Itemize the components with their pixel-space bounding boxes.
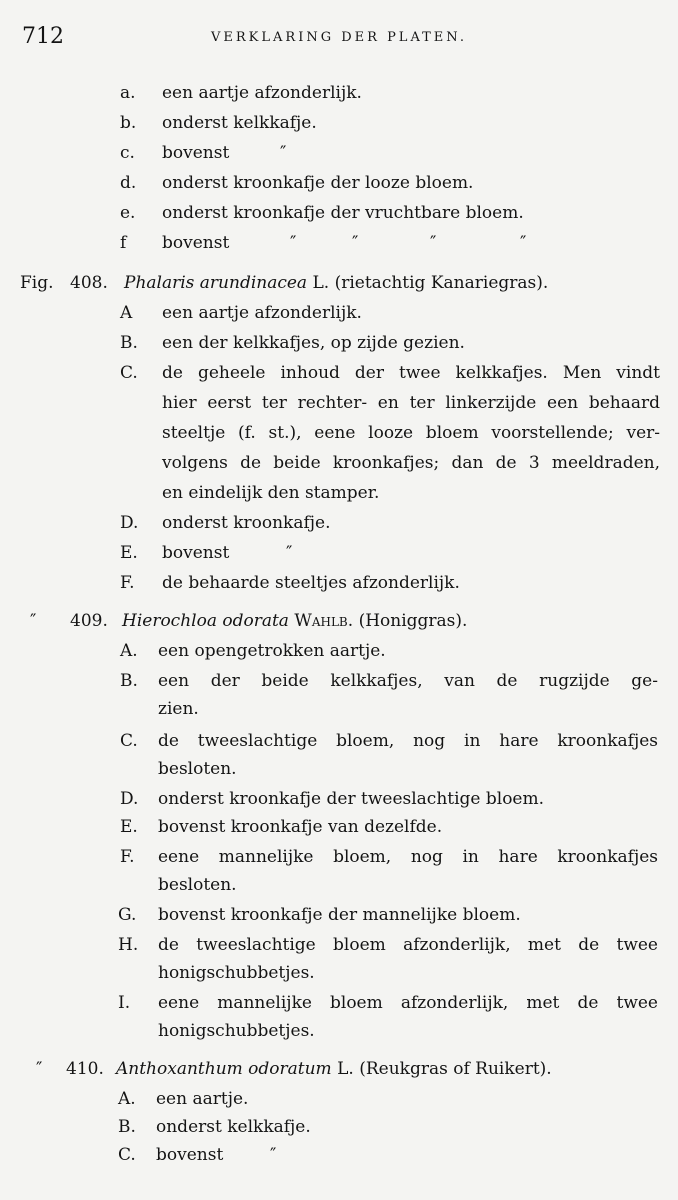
item-text: bovenst: [162, 233, 230, 253]
species-name: Hierochloa odorata: [122, 611, 289, 631]
ditto-mark: ″: [286, 543, 293, 563]
item-text-line: en eindelijk den stamper.: [162, 483, 380, 503]
item-text: een aartje.: [156, 1089, 249, 1109]
item-label: C.: [120, 731, 138, 751]
item-text: bovenst: [162, 143, 230, 163]
species-name: Phalaris arundinacea: [124, 273, 308, 293]
ditto-mark: ″: [430, 233, 437, 253]
item-label: C.: [120, 363, 138, 383]
common-name: (rietachtig Kanariegras).: [334, 273, 549, 293]
species-author: L.: [337, 1059, 354, 1079]
item-text-line: besloten.: [158, 875, 237, 895]
running-head: VERKLARING DER PLATEN.: [211, 30, 467, 45]
item-label: C.: [118, 1145, 136, 1165]
item-text: bovenst: [162, 543, 230, 563]
item-text-line: eene mannelijke bloem afzonderlijk, met de twee: [158, 993, 658, 1013]
item-label: B.: [118, 1117, 136, 1137]
ditto-mark: ″: [352, 233, 359, 253]
item-label: d.: [120, 173, 137, 193]
item-text: een aartje afzonderlijk.: [162, 303, 362, 323]
item-text-line: besloten.: [158, 759, 237, 779]
fig-number: 408.: [70, 273, 108, 293]
item-text: onderst kroonkafje der looze bloem.: [162, 173, 474, 193]
item-text-line: honigschubbetjes.: [158, 963, 315, 983]
item-text: een der kelkkafjes, op zijde gezien.: [162, 333, 465, 353]
item-label: f: [120, 233, 127, 253]
item-label: E.: [120, 817, 138, 837]
ditto-mark: ″: [270, 1145, 277, 1165]
page-number: 712: [22, 24, 64, 49]
item-label: A: [120, 303, 133, 323]
item-text: onderst kroonkafje.: [162, 513, 331, 533]
item-text: onderst kroonkafje der vruchtbare bloem.: [162, 203, 524, 223]
item-text: onderst kelkkafje.: [156, 1117, 311, 1137]
item-label: F.: [120, 573, 135, 593]
page-header: [0, 24, 678, 54]
item-label: D.: [120, 513, 139, 533]
fig-prefix: Fig.: [20, 273, 54, 293]
item-label: A.: [118, 1089, 136, 1109]
item-text-line: honigschubbetjes.: [158, 1021, 315, 1041]
item-text-line: steeltje (f. st.), eene looze bloem voorstellende; ver-: [162, 423, 660, 443]
ditto-mark: ″: [30, 611, 37, 631]
item-label: F.: [120, 847, 135, 867]
item-text: een aartje afzonderlijk.: [162, 83, 362, 103]
item-label: B.: [120, 671, 138, 691]
ditto-mark: ″: [36, 1059, 43, 1079]
species-author: L.: [312, 273, 330, 293]
fig-number: 410.: [66, 1059, 104, 1079]
ditto-mark: ″: [520, 233, 527, 253]
item-label: E.: [120, 543, 138, 563]
common-name: (Honiggras).: [358, 611, 468, 631]
item-label: D.: [120, 789, 139, 809]
item-label: I.: [118, 993, 131, 1013]
item-text: bovenst: [156, 1145, 224, 1165]
item-text-line: de geheele inhoud der twee kelkkafjes. Men vindt: [162, 363, 660, 383]
item-label: B.: [120, 333, 138, 353]
ditto-mark: ″: [290, 233, 297, 253]
fig-number: 409.: [70, 611, 108, 631]
item-text: onderst kroonkafje der tweeslachtige bloem.: [158, 789, 545, 809]
item-text-line: de tweeslachtige bloem, nog in hare kroonkafjes: [158, 731, 658, 751]
item-label: c.: [120, 143, 135, 163]
item-text-line: volgens de beide kroonkafjes; dan de 3 meeldraden,: [162, 453, 660, 473]
item-text: de behaarde steeltjes afzonderlijk.: [162, 573, 460, 593]
item-text-line: de tweeslachtige bloem afzonderlijk, met de twee: [158, 935, 658, 955]
item-label: A.: [120, 641, 138, 661]
item-label: b.: [120, 113, 137, 133]
common-name: (Reukgras of Ruikert).: [359, 1059, 552, 1079]
item-text-line: zien.: [158, 699, 199, 719]
species-name: Anthoxanthum odoratum: [116, 1059, 332, 1079]
item-text-line: eene mannelijke bloem, nog in hare kroonkafjes: [158, 847, 658, 867]
item-text: bovenst kroonkafje der mannelijke bloem.: [158, 905, 521, 925]
item-label: e.: [120, 203, 136, 223]
item-label: H.: [118, 935, 139, 955]
item-text: onderst kelkkafje.: [162, 113, 317, 133]
item-text-line: hier eerst ter rechter- en ter linkerzijde een behaard: [162, 393, 660, 413]
item-text: bovenst kroonkafje van dezelfde.: [158, 817, 443, 837]
item-text: een opengetrokken aartje.: [158, 641, 386, 661]
item-label: a.: [120, 83, 136, 103]
species-author: Wahlb.: [294, 611, 354, 631]
ditto-mark: ″: [280, 143, 287, 163]
item-text-line: een der beide kelkkafjes, van de rugzijde ge-: [158, 671, 658, 691]
item-label: G.: [118, 905, 137, 925]
